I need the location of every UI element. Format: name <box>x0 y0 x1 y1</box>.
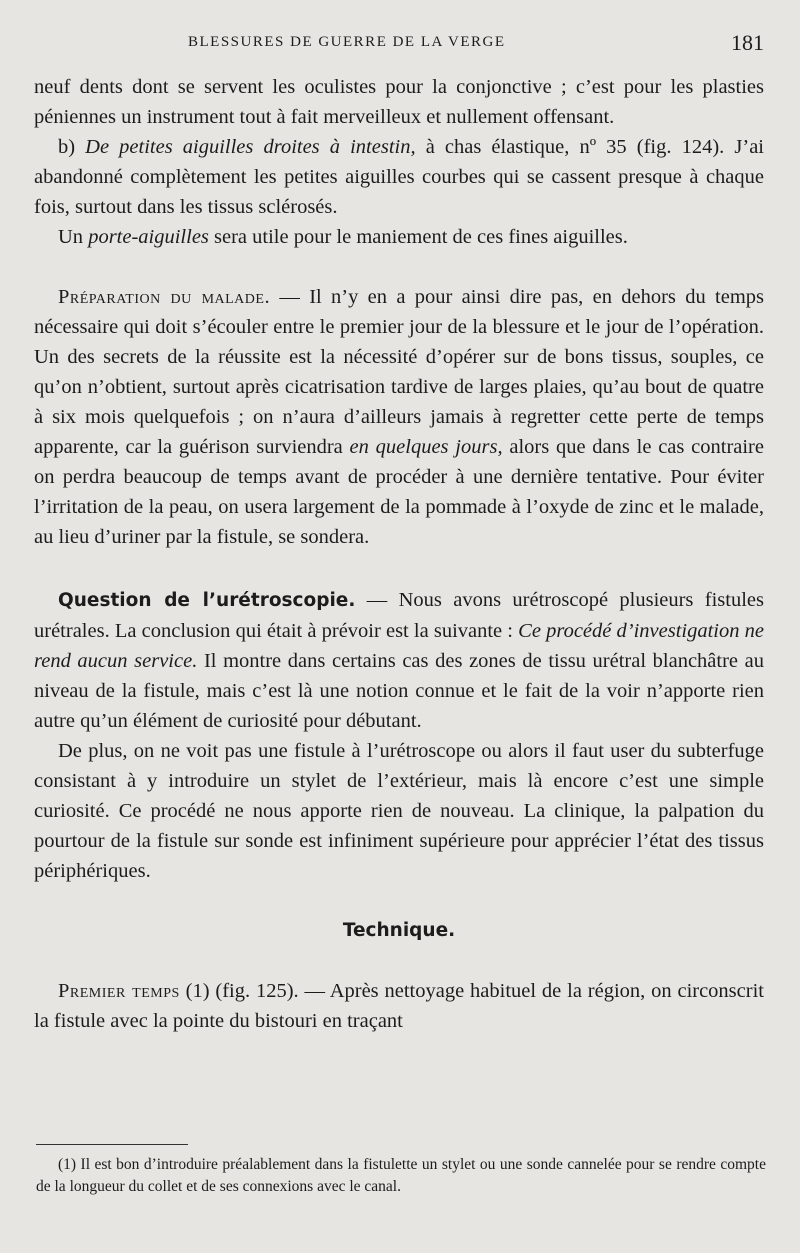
list-marker: b) <box>58 136 86 158</box>
paragraph-text: De plus, on ne voit pas une fistule à l’urétroscope ou alors il faut user du subterfuge consistant à y introduire un stylet de l’extérieur, mais là encore c’est une simple curiosité. Ce procédé ne nous apporte rien de nouveau. La clinique, la palpation du pourtour de la fistule sur sonde est infiniment supérieure pour apprécier l’état des tissus périphériques. <box>34 740 764 882</box>
subtitle-technique: Technique. <box>342 920 456 941</box>
running-title: BLESSURES DE GUERRE DE LA VERGE <box>188 34 506 50</box>
paragraph-text: Un <box>58 226 89 248</box>
footnote-divider <box>36 1144 188 1145</box>
paragraph-text: neuf dents dont se servent les oculistes pour la conjonctive ; c’est pour les plasties péniennes un instrument tout à fait merveilleux et nullement offensant. <box>34 76 764 128</box>
paragraph-moreover <box>34 736 764 886</box>
paragraph-continuation <box>34 72 764 132</box>
italic-term: en quelques jours, <box>349 436 503 458</box>
paragraph-preparation <box>34 282 764 552</box>
section-heading: Question de l’urétroscopie. <box>58 590 356 611</box>
italic-term: Ce procédé d’investigation ne rend aucun service. <box>34 620 764 672</box>
section-heading: Premier temps <box>58 980 180 1002</box>
italic-term: porte-aiguilles <box>88 226 209 248</box>
paragraph-first-step <box>34 976 764 1036</box>
paragraph-text: (1) (fig. 125). — Après nettoyage habituel de la région, on circonscrit la fistule avec la pointe du bistouri en traçant <box>34 980 764 1032</box>
page-number: 181 <box>731 30 764 55</box>
footnote-marker: (1) <box>58 1156 77 1173</box>
paragraph-needles <box>34 132 764 222</box>
paragraph-text: sera utile pour le maniement de ces fines aiguilles. <box>208 226 628 248</box>
section-heading: Préparation du malade. <box>58 286 271 308</box>
footnote-text: Il est bon d’introduire préalablement dans la fistulette un stylet ou une sonde cannelée pour se rendre compte de la longueur du collet et de ses connexions avec le canal. <box>36 1156 766 1195</box>
paragraph-needle-holder <box>34 222 764 252</box>
body-text <box>34 72 764 1036</box>
paragraph-text: à chas élastique, nº 35 (fig. 124). J’ai abandonné complètement les petites aiguilles courbes qui se cassent presque à chaque fois, surtout dans les tissus sclérosés. <box>34 136 764 218</box>
page-header <box>36 32 764 58</box>
paragraph-text: alors que dans le cas contraire on perdra beaucoup de temps avant de procéder à une dernière tentative. Pour éviter l’irritation de la peau, on usera largement de la pommade à l’oxyde de zinc et le malade, au lieu d’uriner par la fistule, se sondera. <box>34 436 764 548</box>
italic-term: De petites aiguilles droites à intestin, <box>85 136 416 158</box>
paragraph-uretroscopy <box>34 585 764 736</box>
paragraph-text: — Il n’y en a pour ainsi dire pas, en dehors du temps nécessaire qui doit s’écouler entre le premier jour de la blessure et le jour de l’opération. Un des secrets de la réussite est la nécessité d’opérer sur de bons tissus, souples, ce qu’on n’obtient, surtout après cicatrisation tardive de larges plaies, qu’au bout de quatre à six mois quelquefois ; on n’aura d’ailleurs jamais à regretter cette perte de temps apparente, car la guérison surviendra <box>34 286 764 458</box>
paragraph-text: — Nous avons urétroscopé plusieurs fistules urétrales. La conclusion qui était à prévoir est la suivante : <box>34 589 764 642</box>
footnote <box>36 1154 766 1198</box>
paragraph-text: Il montre dans certains cas des zones de tissu urétral blanchâtre au niveau de la fistule, mais c’est là une notion connue et le fait de la voir n’apporte rien autre qu’un élément de curiosité pour débutant. <box>34 650 764 732</box>
